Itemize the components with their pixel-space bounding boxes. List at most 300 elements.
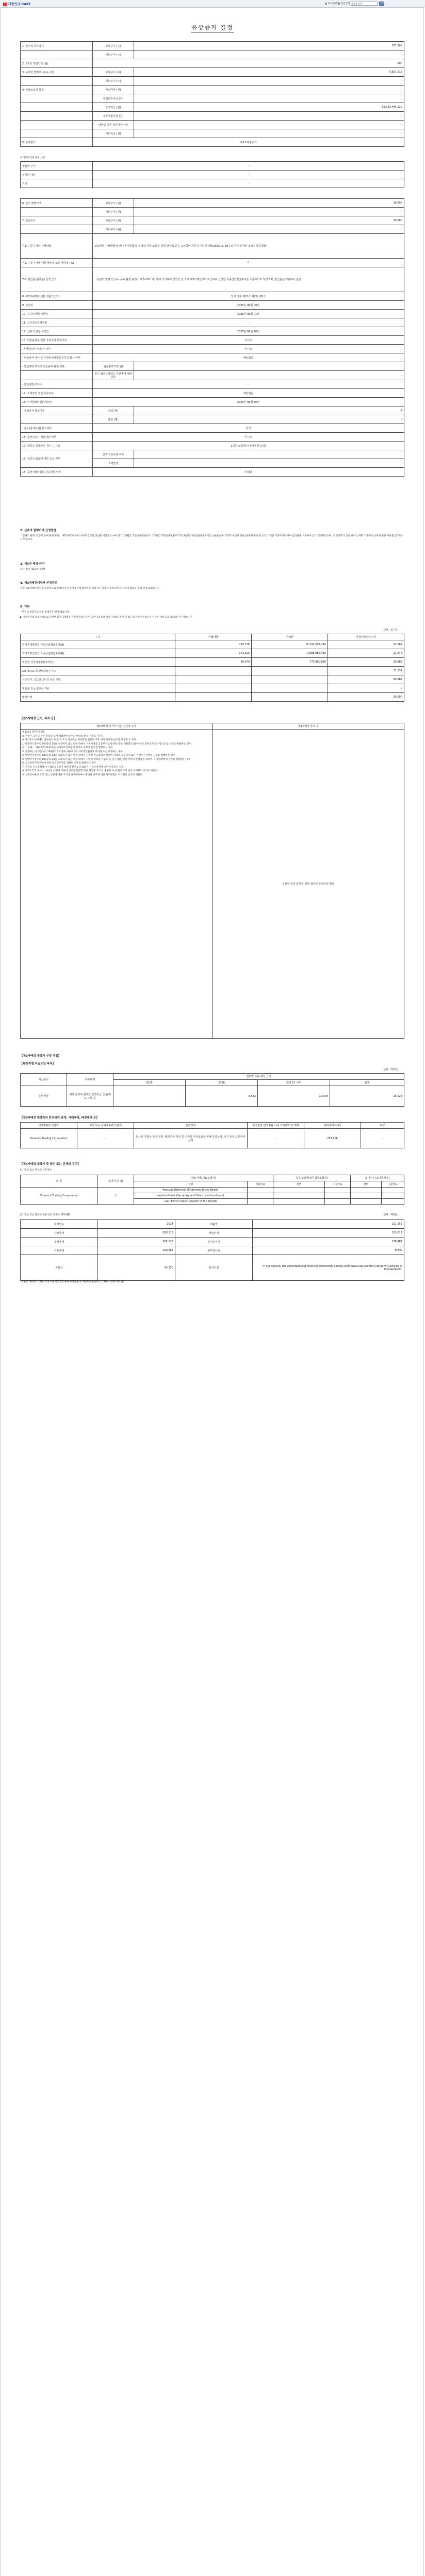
investor-sub1: (1) 법인 또는 단체의 기본정보 bbox=[20, 1169, 52, 1172]
usage-header-purpose: 자금용도 bbox=[21, 1074, 67, 1086]
other-table bbox=[20, 161, 404, 188]
table-row bbox=[21, 353, 404, 362]
section-3-heading: 3. 제3자 배정 근거 bbox=[20, 563, 45, 566]
relation-heading: 【제3자배정 대상자와 회사와의 관계, 거래내역, 배정내역 등】 bbox=[20, 1116, 99, 1120]
row-label bbox=[21, 225, 93, 234]
fin-cell: 자본총계 bbox=[21, 1246, 98, 1255]
purpose-header-clause: 제3자배정 근거가 되는 정관의 규정 bbox=[21, 723, 213, 730]
fin-cell: 당기순이익 bbox=[175, 1238, 253, 1246]
table-row bbox=[21, 336, 404, 345]
table-row bbox=[21, 640, 404, 649]
row-label: 4. 자금조달의 목적 bbox=[21, 86, 93, 94]
row-sub-label: 신주 의무보유 여부 bbox=[93, 450, 134, 459]
row-label: 9. 납입일 bbox=[21, 301, 93, 310]
row-label: 17. 제출을 면제받은 경우 그 사유 bbox=[21, 442, 93, 450]
usage-cell: 16,523 bbox=[330, 1086, 404, 1107]
relation-header: 선정경위 bbox=[134, 1123, 248, 1129]
fin-table-section bbox=[20, 1219, 404, 1281]
table-row bbox=[21, 442, 404, 450]
inv-rep: Laetitia Pichet (Secretary and Director of the Board) bbox=[134, 1193, 248, 1199]
inv-sub: 지분(%) bbox=[248, 1181, 273, 1188]
row-value: - bbox=[134, 121, 404, 129]
row-sub-label: 보통주식 (원) bbox=[93, 199, 134, 208]
row-label bbox=[21, 208, 93, 216]
row-value: - bbox=[134, 86, 404, 94]
table-row bbox=[21, 77, 404, 86]
fin-cell: 자산총계 bbox=[21, 1229, 98, 1238]
inv-rep: François Rothstein (Chairman of the Board) bbox=[134, 1188, 248, 1193]
table-row bbox=[21, 1255, 404, 1281]
row-label bbox=[21, 371, 93, 380]
fin-cell: 178,487 bbox=[253, 1238, 404, 1246]
row-value: 2025년 06월 30일 bbox=[93, 398, 404, 406]
fin-cell: 105,617 bbox=[253, 1229, 404, 1238]
fin-cell: 자본금 bbox=[21, 1255, 98, 1281]
relation-header: 비고 bbox=[361, 1123, 404, 1129]
section-5-item-1: - 본건 유상증자로 인한 최대주주 변경 없습니다. bbox=[20, 611, 70, 614]
row-sub-label: 효력발생 bbox=[93, 459, 134, 468]
row-label: 기타 bbox=[21, 179, 93, 188]
calc-cell bbox=[252, 693, 328, 702]
calc-cell bbox=[175, 693, 252, 702]
row-sub-label: 기타자금 (원) bbox=[93, 129, 134, 138]
row-value: 2025년 01월 01일 bbox=[93, 310, 404, 318]
purpose-text: 경영상 목적 달성을 위한 회사의 운영자금 확보 bbox=[213, 730, 404, 1039]
row-value: 2025년 06월 09일 bbox=[93, 301, 404, 310]
calc-cell: 719,776 bbox=[175, 640, 252, 649]
row-label: - 사외이사 참석여부 bbox=[21, 406, 93, 415]
selection-unit: (단위 : 백만원) bbox=[383, 1069, 399, 1071]
row-label bbox=[21, 50, 93, 59]
table-row bbox=[21, 267, 404, 292]
fin-cell: 2024 bbox=[98, 1220, 175, 1229]
table-row bbox=[21, 649, 404, 658]
relation-header: 제3자배정 대상자 bbox=[21, 1123, 77, 1129]
purpose-heading: 【제3자배정 근거, 목적 등】 bbox=[20, 717, 57, 720]
fin-unit: (단위 : 백만원) bbox=[383, 1214, 399, 1216]
row-value: 아니오 bbox=[93, 336, 404, 345]
row-value: - bbox=[134, 94, 404, 103]
row-label: 14. 우회상장 요건 충족여부 bbox=[21, 389, 93, 398]
section-2-heading: 2. 신주의 발행가액 산정방법 bbox=[20, 529, 57, 532]
row-label bbox=[21, 103, 93, 112]
relation-header: 회사 또는 최대주주와의 관계 bbox=[77, 1123, 134, 1129]
row-label: - 납입예정 주식의 현물출자 관련 구분 bbox=[21, 362, 93, 371]
calc-cell: 과거 1주일간의 가중산술평균주가(B) bbox=[21, 649, 175, 658]
table-row bbox=[21, 216, 404, 225]
document-page bbox=[1, 7, 424, 2576]
row-sub-label: 보통주식 (주) bbox=[93, 42, 134, 50]
row-value: - bbox=[134, 450, 404, 459]
usage-table-section bbox=[20, 1073, 404, 1107]
row-label: 7-1. 기준주가의 산정방법 bbox=[21, 234, 93, 259]
row-value: 787,106 bbox=[134, 42, 404, 50]
usage-cell: 10,000 bbox=[258, 1086, 330, 1107]
inv-header-exec: 업무집행자(업무집행조합원) bbox=[273, 1175, 351, 1181]
row-value: 해당없음 bbox=[93, 389, 404, 398]
selection-heading: 【제3자배정 대상자 선정 경위】 bbox=[20, 1055, 61, 1058]
row-sub-label: 참석 (명) bbox=[93, 406, 134, 415]
fin-cell: 20,330 bbox=[98, 1255, 175, 1281]
fin-cell: 509,115 bbox=[98, 1229, 175, 1238]
inv-header-name: 명 칭 bbox=[21, 1175, 98, 1188]
usage-header-2027: 2027년 이후 bbox=[258, 1080, 330, 1086]
row-value: 2025년 06월 20일 bbox=[93, 327, 404, 336]
row-label: 7-2. 기준주가에 대한 할인율 또는 할증율 (%) bbox=[21, 259, 93, 267]
search-button[interactable]: 검색 bbox=[380, 2, 384, 5]
usage-header-2025: 2025 bbox=[113, 1080, 186, 1086]
calc-header: 가중산술평균주가 bbox=[328, 634, 404, 640]
calc-cell: 21,243 bbox=[328, 649, 404, 658]
calc-header: 구 분 bbox=[21, 634, 175, 640]
calc-cell: 20,987 bbox=[328, 675, 404, 684]
title-text: 유상증자 결정 bbox=[191, 24, 233, 32]
price-table bbox=[20, 198, 404, 477]
table-row bbox=[21, 1246, 404, 1255]
row-label: 16. 증권신고서 제출대상 여부 bbox=[21, 433, 93, 442]
relation-header: 증자결정 전후 6월 이내 거래내역 및 계획 bbox=[248, 1123, 304, 1129]
table-row bbox=[21, 327, 404, 336]
other-table-section bbox=[20, 161, 404, 188]
row-sub-label: 보통주식 (주) bbox=[93, 68, 134, 77]
table-row bbox=[21, 121, 404, 129]
table-row bbox=[21, 179, 404, 188]
calc-cell: 3,686,089,430 bbox=[252, 649, 328, 658]
usage-cell: 회사 운영에 필요한 운영자금 및 원재료 구매 등 bbox=[67, 1086, 113, 1107]
row-label: 3. 증자전 발행주식총수 (주) bbox=[21, 68, 93, 77]
row-label: 10. 신주의 배당기산일 bbox=[21, 310, 93, 318]
section-4-heading: 4. 제3자배정대상자 선정경위 bbox=[20, 582, 58, 585]
table-row bbox=[21, 112, 404, 121]
table-row bbox=[21, 59, 404, 68]
inv-header-count: 출자자수(명) bbox=[98, 1175, 134, 1188]
calc-cell: 21,162 bbox=[328, 640, 404, 649]
table-row bbox=[21, 424, 404, 433]
calc-cell bbox=[175, 684, 252, 693]
table-row bbox=[21, 415, 404, 424]
row-sub-label: 영업양수자금 (원) bbox=[93, 94, 134, 103]
usage-header-detail: 세부내역 bbox=[67, 1074, 113, 1086]
calc-cell: 최근일 가중산술평균주가(C) bbox=[21, 658, 175, 667]
relation-cell: - bbox=[77, 1129, 134, 1148]
table-row bbox=[21, 301, 404, 310]
fin-table bbox=[20, 1219, 404, 1281]
table-row bbox=[21, 199, 404, 208]
calc-cell: 과거 1개월간의 가중산술평균주가(A) bbox=[21, 640, 175, 649]
row-value: - bbox=[134, 129, 404, 138]
calc-cell: 173,525 bbox=[175, 649, 252, 658]
calc-table-section bbox=[20, 634, 404, 702]
purpose-table bbox=[20, 723, 404, 1039]
calc-cell bbox=[252, 684, 328, 693]
row-value: - bbox=[134, 225, 404, 234]
row-label: 18. 청약이 없음에 대한 신고 여부 bbox=[21, 450, 93, 468]
row-label: - 납입예정 주식수 bbox=[21, 380, 93, 389]
row-value: 16,523,495,920 bbox=[134, 103, 404, 112]
row-sub-label: 기타주식 (주) bbox=[93, 50, 134, 59]
fin-cell: 감사의견 bbox=[175, 1255, 253, 1281]
investor-table-section bbox=[20, 1175, 404, 1205]
row-label: 정관의 근거 bbox=[21, 162, 93, 171]
radio-dot-icon bbox=[325, 3, 327, 5]
section-5-item-2: ▶ 기준주가의 최소산식으로 산정한 과거 1개월간 가중산술평균주가, 과거 1주일간 가중산술평균주가 및 최근일 가중산술평균주가 등은 이하 표를 참고하시기 바랍니다. bbox=[20, 616, 193, 619]
purpose-table-section bbox=[20, 723, 404, 1039]
calc-header: 거래량 bbox=[252, 634, 328, 640]
row-sub-label: 불참 (명) bbox=[93, 415, 134, 424]
row-value: 20,990 bbox=[134, 216, 404, 225]
table-row bbox=[21, 362, 404, 371]
row-value: - bbox=[134, 371, 404, 380]
fin-cell: 부채총계 bbox=[21, 1238, 98, 1246]
row-value: 1년간 보호예수(전매제한 조치) bbox=[93, 442, 404, 450]
selection-subheading: 【대상자별 자금조달 목적】 bbox=[20, 1062, 55, 1065]
row-label: 5. 증자방식 bbox=[21, 138, 93, 147]
row-label bbox=[21, 77, 93, 86]
fin-cell: 121,553 bbox=[253, 1220, 404, 1229]
investor-table bbox=[20, 1175, 404, 1205]
inv-header-rep: 대표이사(대표집행자) bbox=[134, 1175, 273, 1181]
row-label: 7. 기준주가 bbox=[21, 216, 93, 225]
row-value: 당사 정관 제10조 제2항 제5호 bbox=[93, 292, 404, 301]
investor-heading: 【제3자배정 대상자 중 법인 또는 단체의 경우】 bbox=[20, 1163, 80, 1166]
table-row bbox=[21, 667, 404, 675]
row-label: 8. 제3자배정에 대한 정관의 근거 bbox=[21, 292, 93, 301]
relation-cell: - bbox=[361, 1129, 404, 1148]
row-sub-label: 일시 최근사업연도 자산총액 대비(%) bbox=[93, 371, 134, 380]
table-row bbox=[21, 693, 404, 702]
inv-sub: 지분(%) bbox=[325, 1181, 351, 1188]
calc-cell: 21,131 bbox=[328, 667, 404, 675]
table-row bbox=[21, 86, 404, 94]
relation-header: 배정주식수(주) bbox=[304, 1123, 361, 1129]
inv-count: 1 bbox=[98, 1188, 134, 1205]
logo-text: 대한민국 DART bbox=[8, 3, 31, 6]
row-value: - bbox=[134, 208, 404, 216]
row-sub-label: 기타주식 (원) bbox=[93, 208, 134, 216]
inv-header-major: 최대주주(최대출자자) bbox=[351, 1175, 404, 1181]
calc-cell: 0 bbox=[328, 684, 404, 693]
main-table bbox=[20, 41, 404, 147]
row-value: 아니오 bbox=[93, 345, 404, 353]
calc-cell: 20,987 bbox=[328, 658, 404, 667]
table-row bbox=[21, 42, 404, 50]
row-value: - bbox=[134, 362, 404, 371]
table-row bbox=[21, 1220, 404, 1229]
row-value: - bbox=[93, 179, 404, 188]
row-value: 0 bbox=[93, 259, 404, 267]
row-value: - bbox=[93, 162, 404, 171]
calc-cell: 20,990 bbox=[328, 693, 404, 702]
fin-cell: 305,023 bbox=[98, 1238, 175, 1246]
inv-sub: 지분(%) bbox=[382, 1181, 404, 1188]
table-row bbox=[21, 225, 404, 234]
row-value: - bbox=[134, 112, 404, 121]
row-label bbox=[21, 415, 93, 424]
usage-header-total: 합계 bbox=[330, 1080, 404, 1086]
table-row bbox=[21, 1229, 404, 1238]
relation-table-section bbox=[20, 1122, 404, 1148]
table-row bbox=[21, 433, 404, 442]
row-sub-label: 기타주식 (주) bbox=[93, 77, 134, 86]
fin-cell: KPMG bbox=[253, 1246, 404, 1255]
table-row bbox=[21, 389, 404, 398]
inv-sub: 성명 bbox=[134, 1181, 248, 1188]
table-row bbox=[21, 468, 404, 477]
table-row bbox=[21, 50, 404, 59]
usage-header-2026: 2026 bbox=[186, 1080, 258, 1086]
inv-sub: 성명 bbox=[273, 1181, 325, 1188]
relation-table bbox=[20, 1122, 404, 1148]
inv-rep: Jean-Pierre Cabel (Director of the Board) bbox=[134, 1199, 248, 1205]
row-value: 아니오 bbox=[93, 433, 404, 442]
table-row bbox=[21, 103, 404, 112]
search-input[interactable]: 검색어 입력 bbox=[350, 2, 378, 6]
purpose-header-purpose: 제3자배정 목적 등 bbox=[213, 723, 404, 730]
table-row bbox=[21, 310, 404, 318]
site-logo[interactable] bbox=[3, 2, 30, 6]
table-row bbox=[21, 171, 404, 179]
usage-cell: 6,523 bbox=[186, 1086, 258, 1107]
row-sub-label: 운영자금 (원) bbox=[93, 103, 134, 112]
table-row bbox=[21, 234, 404, 259]
table-row bbox=[21, 208, 404, 216]
row-value: 2 bbox=[134, 406, 404, 415]
row-label: 6. 신주 발행가액 bbox=[21, 199, 93, 208]
table-row bbox=[21, 318, 404, 327]
row-value: - bbox=[134, 50, 404, 59]
row-value: 미해당 bbox=[93, 468, 404, 477]
row-value: 「증권의 발행 및 공시 등에 관한 규정」 제5-18조 제1항에 의거하여 청약일 전 과거 제3거래일부터 소급하여 산정한 가중산술평균주가를 기준주가로 하였으며, 할인율은 적용하지 않음 bbox=[93, 267, 404, 292]
fin-cell: 회계연도 bbox=[21, 1220, 98, 1229]
row-value: 500 bbox=[93, 59, 404, 68]
table-row bbox=[21, 675, 404, 684]
other-note: ※ 기타주식에 관한 사항 bbox=[20, 157, 45, 159]
radio-dot-icon bbox=[338, 3, 340, 5]
fin-cell: In our opinion, the accompanying financial statements comply with Swiss law and the Company's articles of incorporation. bbox=[253, 1255, 404, 1281]
table-row bbox=[21, 68, 404, 77]
relation-cell: 787,106 bbox=[304, 1129, 361, 1148]
row-label: 15. 이사회결의일(결정일) bbox=[21, 398, 93, 406]
row-label: 7-3. 할인율(할증율) 산정 근거 bbox=[21, 267, 93, 292]
relation-cell: Pimench Trading Corporation bbox=[21, 1129, 77, 1148]
row-sub-label: 타법인 증권 취득자금 (원) bbox=[93, 121, 134, 129]
row-sub-label: 시설자금 (원) bbox=[93, 86, 134, 94]
row-value: 5,657,215 bbox=[134, 68, 404, 77]
inv-sub: 성명 bbox=[351, 1181, 382, 1188]
row-sub-label: 기타주식 (원) bbox=[93, 225, 134, 234]
row-label bbox=[21, 94, 93, 103]
table-row bbox=[21, 94, 404, 103]
relation-cell: 회사의 경영상 목적 달성, 해외주주 개선 및 신속한 자금조달을 위해 납입능력, 시기 등을 고려하여 선정 bbox=[134, 1129, 248, 1148]
row-value: 최소한의 사채발행에 관하여 부족함 없이 영업 자금 조달을 위한 연관성 등을 고려하여 기준주가를 산정함(2023. 5. 29.) 및 정관에 따라 적정하게 산정함 bbox=[93, 234, 404, 259]
table-row bbox=[21, 684, 404, 693]
row-label: - 현물출자가 있는지 여부 bbox=[21, 345, 93, 353]
table-row bbox=[21, 138, 404, 147]
fin-cell: 외부감사인 bbox=[175, 1246, 253, 1255]
table-row bbox=[21, 450, 404, 459]
row-value: 해당없음 bbox=[93, 353, 404, 362]
row-label bbox=[21, 121, 93, 129]
row-value: 제3자배정증자 bbox=[93, 138, 404, 147]
calc-cell: 36,675 bbox=[175, 658, 252, 667]
section-5-heading: 5. 기타 bbox=[20, 605, 30, 608]
calc-cell bbox=[252, 675, 328, 684]
calc-header: 거래대금 bbox=[175, 634, 252, 640]
row-value: 참석 bbox=[93, 424, 404, 433]
purpose-clause: 제10조 [신주인수권] ① 주주는 그가 소유한 주식의 수에 비례하여 신주의 배정을 받을 권리를 가진다. ② 제1항의 규정에도 불구하고 다음 각 호의 경우에는 이사회의 결의로 주주 외의 자에게 신주를 배정할 수 있다. 1. 발행주식총수의 100분의 50을 초과하지 않는 범위 내에서 자본시장과 금융투자업에 관한 법률 제165조의6에 따라 일반공모증자 방식으로 신주를 발행하는 경우 2. 「상법」 제542조의3에 따른 주식매수선택권의 행사로 인하여 신주를 발행하는 경우 3. 발행하는 주식총수의 100분의 20 범위 내에서 우리사주조합원에게 주식을 우선 배정하는 경우 4. 발행주식총수의 100분의 20을 초과하지 않는 범위 내에서 긴급한 자금조달을 위하여 국내외 금융기관 또는 기관투자자에게 신주를 발행하는 경우 5. 발행주식총수의 100분의 20을 초과하지 않는 범위 내에서 사업상 중요한 기술도입, 연구개발, 생산·판매·자본제휴를 위하여 그 상대방에게 신주를 발행하는 경우 6. 외국인투자촉진법에 의한 외국인투자를 위하여 신주를 발행하는 경우 7. 주권을 신규상장하거나 협회등록하기 위하여 신주를 모집하거나 인수인에게 인수하게 하는 경우 ③ 제2항 각호 중 어느 하나의 규정에 의하여 신주를 발행할 경우 발행할 주식의 종류와 수 및 발행가격 등은 이사회의 결의로 정한다. ④ 신주인수권의 포기 또는 상실에 따른 주식과 신주배정에서 발생한 단주에 대한 처리방법은 이사회의 결의로 정한다. bbox=[21, 730, 213, 1039]
inv-name: Pimench Trading Corporation bbox=[21, 1188, 98, 1205]
calc-cell: 할인율 또는 할증율 (%) bbox=[21, 684, 175, 693]
logo-icon bbox=[3, 3, 7, 6]
calc-cell: 기준주가 : (C)와 (D) 중 낮은 가액 bbox=[21, 675, 175, 684]
row-value: - bbox=[93, 318, 404, 327]
row-sub-label: 채무상환자금 (원) bbox=[93, 112, 134, 121]
row-label: 18. 공정거래위원회 신고대상 여부 bbox=[21, 468, 93, 477]
radio-content-label: 본문검색 bbox=[341, 3, 350, 5]
table-row bbox=[21, 345, 404, 353]
table-row bbox=[21, 129, 404, 138]
main-table-section bbox=[20, 41, 404, 147]
row-label: 12. 신주의 상장 예정일 bbox=[21, 327, 93, 336]
row-label: 13. 현물출자로 인한 우회상장 해당여부 bbox=[21, 336, 93, 345]
calc-cell: 15,232,097,145 bbox=[252, 640, 328, 649]
table-row bbox=[21, 1238, 404, 1246]
table-row bbox=[21, 398, 404, 406]
section-4-text: 본건 제3자배정 유상증자 방식으로 진행되며 본 유상증자에 참여하는 대상자는 경영상 목적 달성을 위하여 협의를 통해 선정되었습니다. bbox=[20, 587, 160, 590]
table-row bbox=[21, 162, 404, 171]
row-value: - bbox=[93, 171, 404, 179]
row-label: - 감사(감사위원) 참석여부 bbox=[21, 424, 93, 433]
row-label: 1. 신주의 종류와 수 bbox=[21, 42, 93, 50]
relation-cell: - bbox=[248, 1129, 304, 1148]
calc-unit: (단위 : 원, 주) bbox=[383, 629, 398, 632]
row-label: 2. 1주당 액면가액 (원) bbox=[21, 59, 93, 68]
table-row bbox=[21, 658, 404, 667]
row-label bbox=[21, 129, 93, 138]
calc-cell bbox=[175, 667, 252, 675]
row-value: 0 bbox=[134, 415, 404, 424]
row-value: 20,990 bbox=[134, 199, 404, 208]
radio-company-label: 회사명검색 bbox=[328, 3, 339, 5]
usage-table bbox=[20, 1073, 404, 1107]
fin-cell: 200,087 bbox=[98, 1246, 175, 1255]
row-value: - bbox=[134, 77, 404, 86]
table-row bbox=[21, 259, 404, 267]
calc-cell bbox=[175, 675, 252, 684]
table-row bbox=[21, 371, 404, 380]
page-title bbox=[1, 23, 424, 31]
calc-cell: (A)·(B)·(C)의 산술평균주가(D) bbox=[21, 667, 175, 675]
calc-cell bbox=[252, 667, 328, 675]
radio-company[interactable] bbox=[325, 2, 339, 5]
row-label bbox=[21, 112, 93, 121]
table-row bbox=[21, 380, 404, 389]
table-row bbox=[21, 292, 404, 301]
fin-cell: 영업이익 bbox=[175, 1229, 253, 1238]
usage-cell: - bbox=[113, 1086, 186, 1107]
row-sub-label: 보통주식 (원) bbox=[93, 216, 134, 225]
row-label: - 현물출자 재산 중 주권비상장법인주식의 합산 여부 bbox=[21, 353, 93, 362]
row-sub-label: 현물출자가액(원) bbox=[93, 362, 134, 371]
row-label: 11. 신주권교부예정일 bbox=[21, 318, 93, 327]
radio-content[interactable] bbox=[338, 2, 350, 5]
fin-cell: 매출액 bbox=[175, 1220, 253, 1229]
calc-cell: 발행가액 bbox=[21, 693, 175, 702]
row-label: 주식의 내용 bbox=[21, 171, 93, 179]
usage-header-group: 연도별 사용 예정 금액 bbox=[113, 1074, 404, 1080]
usage-cell: 운영자금 bbox=[21, 1086, 67, 1107]
section-3-text: 회사 정관 제10조 제2항 bbox=[20, 568, 45, 571]
